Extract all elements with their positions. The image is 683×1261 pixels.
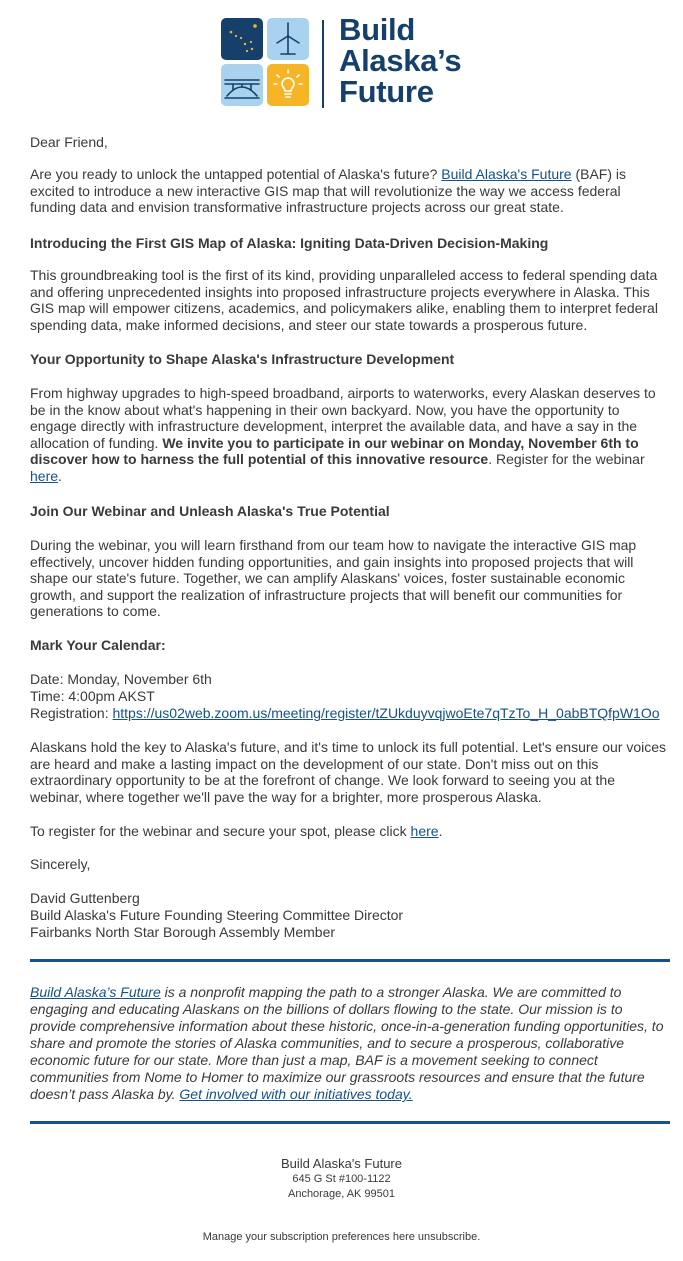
lightbulb-icon: [267, 64, 309, 106]
section2-heading: Your Opportunity to Shape Alaska's Infrastructure Development: [30, 351, 455, 367]
baf-link[interactable]: Build Alaska's Future: [441, 166, 572, 182]
register-here-link[interactable]: here: [30, 467, 59, 484]
section2-body: [30, 385, 670, 484]
logo-line-3: Future: [339, 74, 434, 109]
closing-paragraph: Alaskans hold the key to Alaska's future, and it's time to unlock its full potential. Let's ensure our voices are heard and make a lasting impact on the development of our state. Don't miss out on this extraordinary opportunity to be at the forefront of change. We look forward to seeing you at the webinar, where together we'll pave the way for a brighter, more prosperous Alaska.: [30, 739, 667, 805]
logo-divider: [322, 20, 324, 108]
footer-org: Build Alaska's Future: [281, 1156, 402, 1171]
section2-bold: We invite you to participate in our webinar on Monday, November 6th to discover how to harness the full potential of this innovative resource: [30, 434, 639, 467]
section1-body: This groundbreaking tool is the first of its kind, providing unparalleled access to federal spending data and offering unprecedented insights into proposed infrastructure projects everywhere in Alaska. This GIS map will empower citizens, academics, and policymakers alike, enabling them to interpret federal spending data, make informed decisions, and steer our state towards a prosperous future.: [30, 267, 658, 333]
calendar-date: Date: Monday, November 6th: [30, 671, 212, 687]
registration-link[interactable]: https://us02web.zoom.us/meeting/register/tZUkduyvqjwoEte7qTzTo_H_0abBTQfpW1Oo: [112, 705, 660, 721]
signature-title: Build Alaska's Future Founding Steering Committee Director: [30, 907, 404, 923]
about-paragraph: [30, 984, 670, 1103]
wind-turbine-icon: [267, 18, 309, 60]
greeting: Dear Friend,: [30, 134, 108, 150]
constellation-icon: [221, 18, 263, 60]
about-baf-link[interactable]: Build Alaska’s Future: [30, 984, 161, 1000]
section3-heading: Join Our Webinar and Unleash Alaska's True Potential: [30, 503, 390, 519]
get-involved-link[interactable]: Get involved with our initiatives today.: [179, 1086, 413, 1102]
calendar-registration: [30, 705, 670, 722]
divider-rule-bottom: [30, 1121, 670, 1124]
footer-address-1: 645 G St #100-1122: [292, 1173, 391, 1185]
register-end: .: [438, 823, 443, 839]
intro-text-end: (BAF) is excited to introduce a new interactive GIS map that will revolutionize the way we access federal funding data and envision transformative infrastructure projects across our great state.: [30, 166, 627, 215]
register-paragraph: [30, 823, 670, 840]
intro-text: Are you ready to unlock the untapped potential of Alaska's future?: [30, 166, 438, 182]
logo-line-2: Alaska’s: [339, 43, 462, 78]
footer-address-2: Anchorage, AK 99501: [287, 1188, 396, 1200]
register-click-here-link[interactable]: here: [410, 823, 439, 839]
section2-after-bold: . Register for the webinar: [488, 451, 645, 467]
section2-end: .: [58, 467, 62, 484]
calendar-heading: Mark Your Calendar:: [30, 637, 166, 653]
section3-body: During the webinar, you will learn firsthand from our team how to navigate the interactive GIS map effectively, uncover hidden funding opportunities, and gain insights into proposed projects that will shape our state's future. Together, we can amplify Alaskans' voices, foster sustainable economic growth, and support the realization of infrastructure projects that will benefit our communities for generations to come.: [30, 537, 637, 619]
signoff: Sincerely,: [30, 856, 91, 872]
register-text: To register for the webinar and secure your spot, please click: [30, 823, 407, 839]
section1-heading: Introducing the First GIS Map of Alaska: Igniting Data-Driven Decision-Making: [30, 235, 549, 251]
divider-rule-top: [30, 959, 670, 962]
logo-line-1: Build: [339, 12, 415, 47]
signature-title-2: Fairbanks North Star Borough Assembly Member: [30, 924, 336, 940]
signature-name: David Guttenberg: [30, 890, 140, 906]
intro-paragraph: [30, 166, 670, 216]
calendar-time: Time: 4:00pm AKST: [30, 688, 155, 704]
brand-logo: [221, 12, 483, 110]
manage-subscription-link[interactable]: Manage your subscription preferences here unsubscribe.: [202, 1231, 481, 1243]
bridge-icon: [221, 64, 263, 106]
about-text: is a nonprofit mapping the path to a stronger Alaska. We are committed to engaging and educating Alaskans on the billions of dollars flowing to the state. Our mission is to provide comprehensive information about these historic, once-in-a-generation funding opportunities, to share and promote the stories of Alaska communities, and to secure a prosperous, collaborative economic future for our state. More than just a map, BAF is a movement seeking to connect communities from Nome to Homer to maximize our grassroots resources and ensure that the future doesn’t pass Alaska by.: [30, 984, 664, 1102]
section2-text: From highway upgrades to high-speed broadband, airports to waterworks, every Alaskan deserves to be in the know about what's happening in their own backyard. Now, you have the opportunity to engage directly with infrastructure development, interpret the available data, and have a say in the allocation of funding.: [30, 385, 656, 451]
registration-label: Registration:: [30, 705, 109, 721]
logo-wordmark: [339, 14, 461, 107]
